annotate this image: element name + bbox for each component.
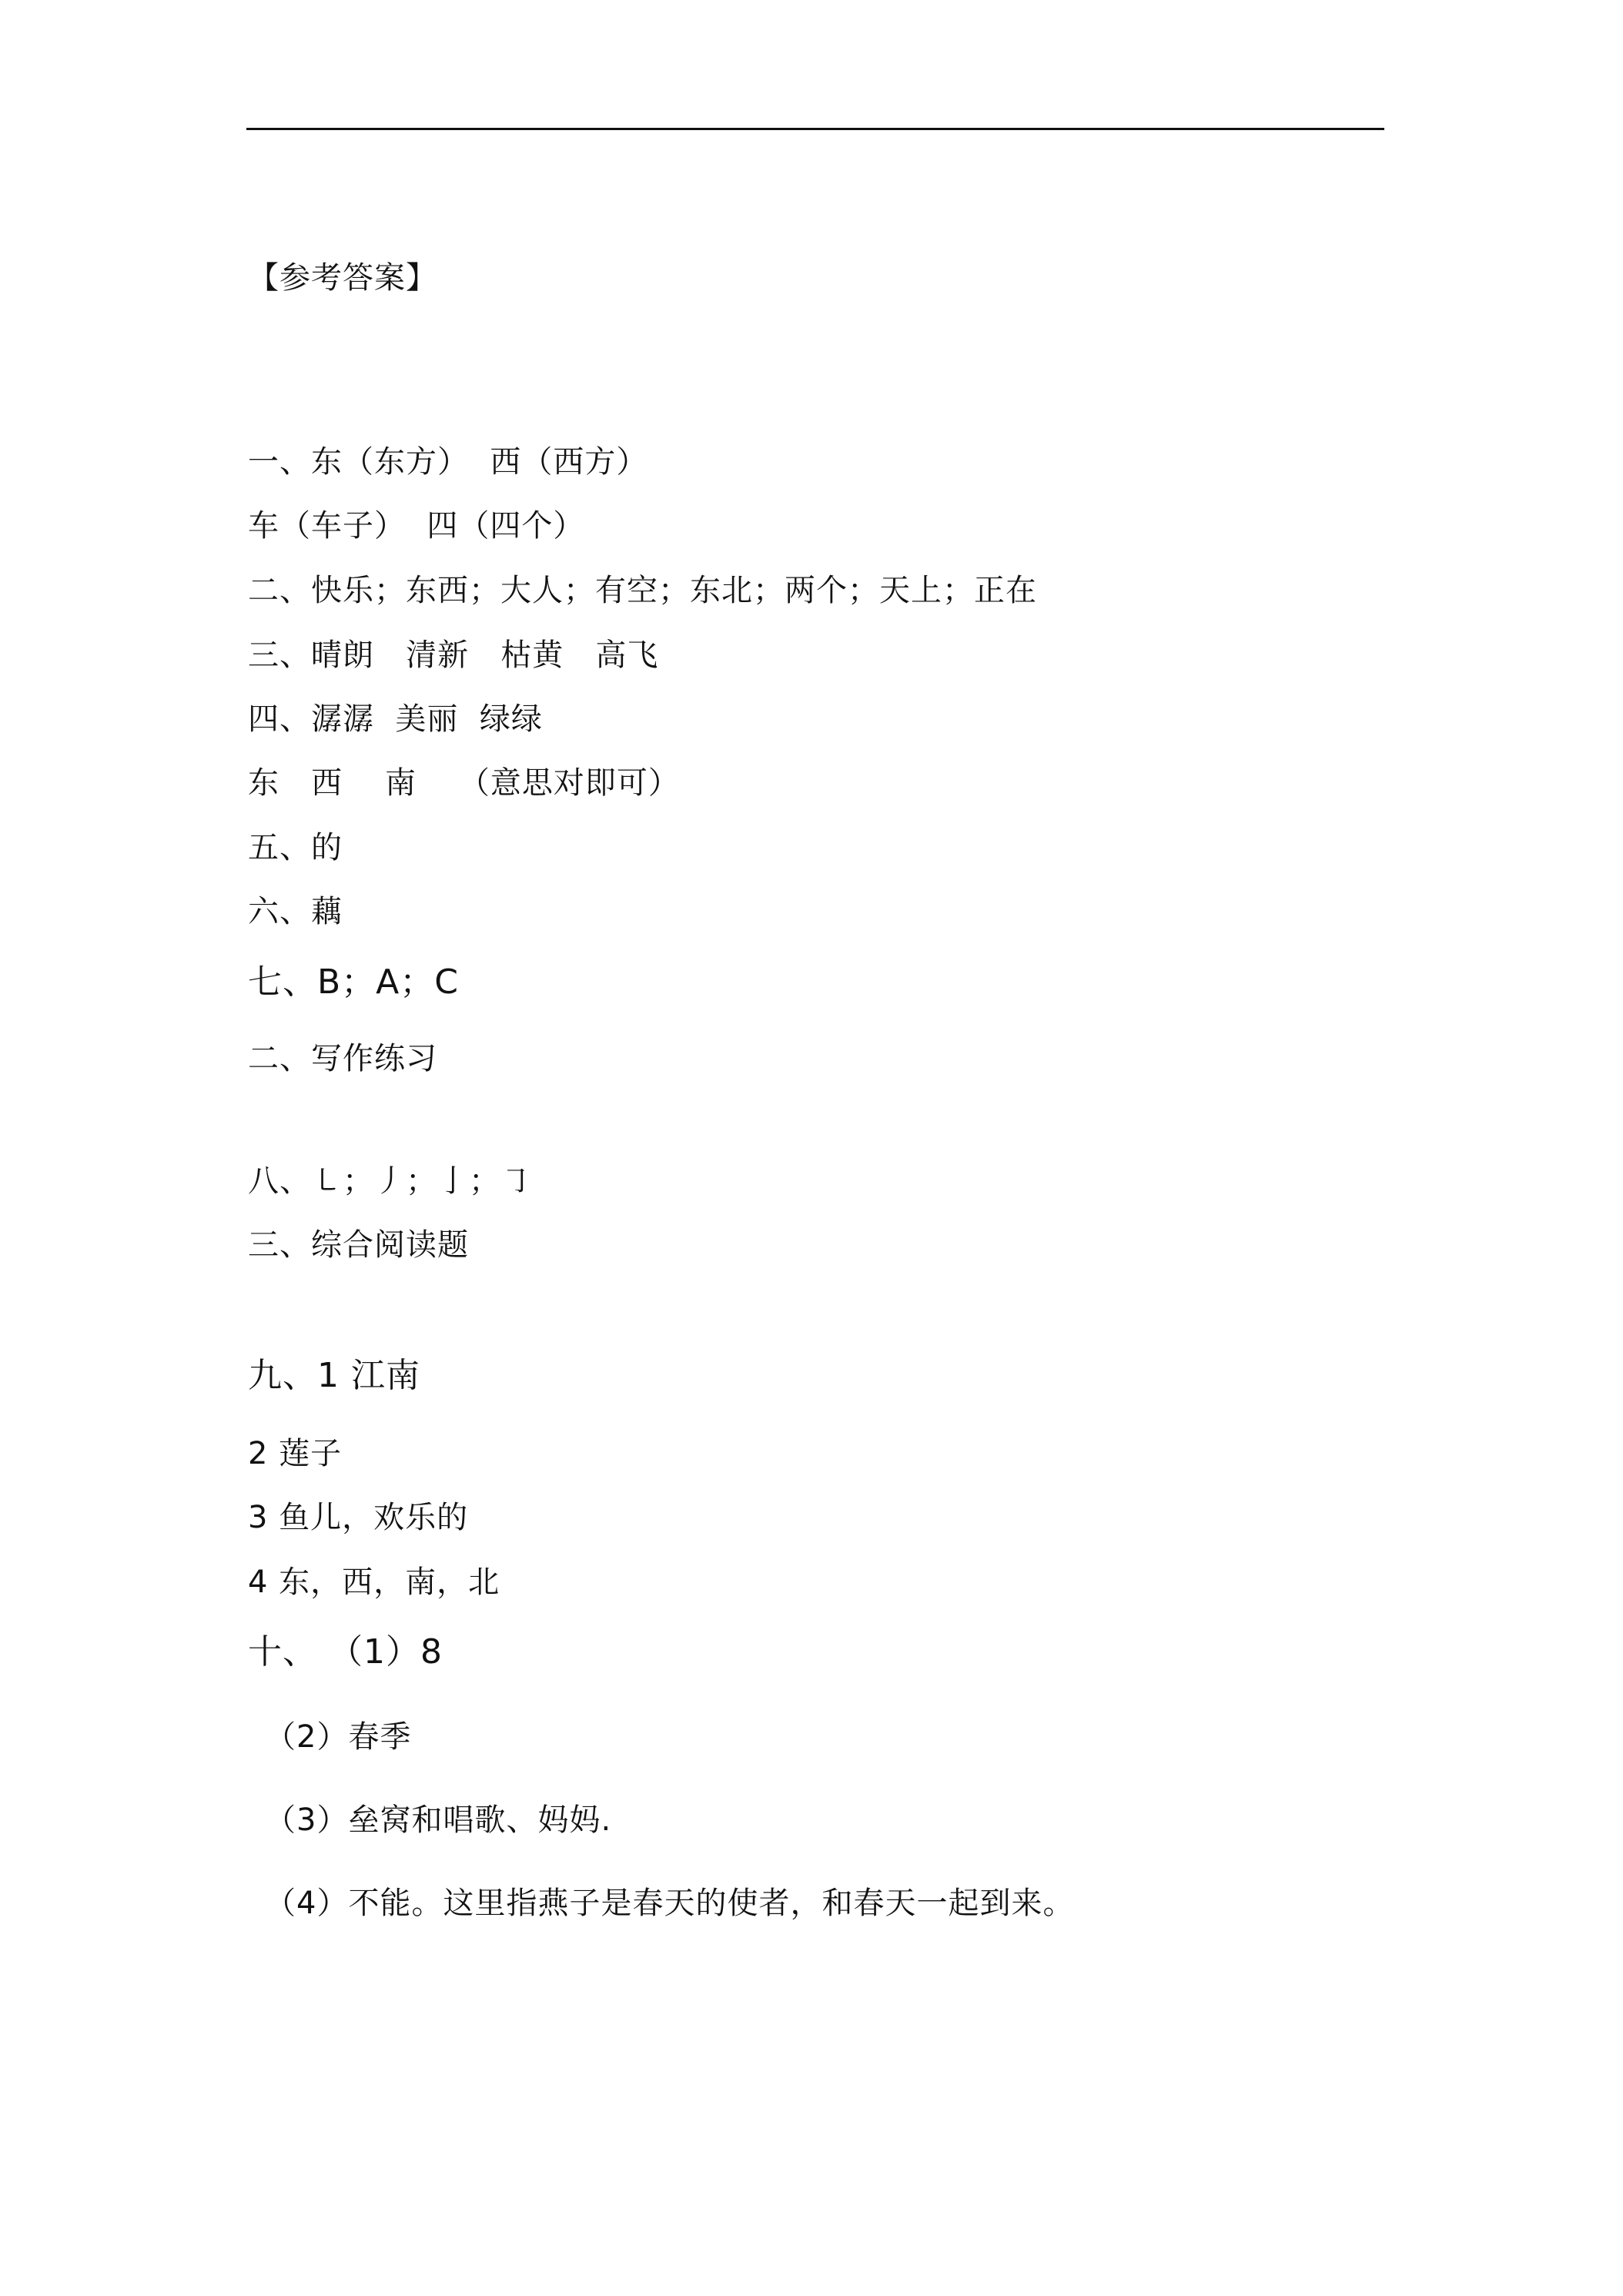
- section-heading-writing: 二、写作练习: [248, 1041, 437, 1076]
- answer-line-13: 3 鱼儿，欢乐的: [248, 1500, 469, 1535]
- answer-line-8: 六、藕: [248, 894, 343, 929]
- answer-line-15: 十、 （1）8: [248, 1632, 443, 1672]
- answer-line-14: 4 东，西，南，北: [248, 1565, 500, 1600]
- header-rule: [246, 128, 1384, 130]
- answer-line-10: 八、㇄；丿；亅；㇆: [248, 1163, 532, 1199]
- answer-line-6: 东 西 南 （意思对即可）: [248, 765, 680, 801]
- answer-line-5: 四、潺潺 美丽 绿绿: [248, 701, 543, 737]
- answer-line-1: 一、东（东方） 西（西方）: [248, 444, 648, 480]
- answer-line-11: 九、1 江南: [248, 1356, 420, 1395]
- answer-line-18: （4）不能。这里指燕子是春天的使者，和春天一起到来。: [265, 1886, 1075, 1921]
- answer-line-3: 二、快乐；东西；大人；有空；东北；两个；天上；正在: [248, 573, 1037, 608]
- answer-line-4: 三、晴朗 清新 枯黄 高飞: [248, 638, 659, 673]
- answer-line-2: 车（车子） 四（四个）: [248, 508, 585, 544]
- section-heading-reading: 三、综合阅读题: [248, 1227, 469, 1263]
- answer-heading: 【参考答案】: [248, 260, 437, 296]
- answer-line-16: （2）春季: [265, 1719, 412, 1755]
- answer-line-12: 2 莲子: [248, 1436, 343, 1471]
- answer-line-7: 五、的: [248, 830, 343, 865]
- answer-line-9: 七、B；A；C: [248, 962, 460, 1002]
- answer-line-17: （3）垒窝和唱歌、妈妈.: [265, 1802, 612, 1838]
